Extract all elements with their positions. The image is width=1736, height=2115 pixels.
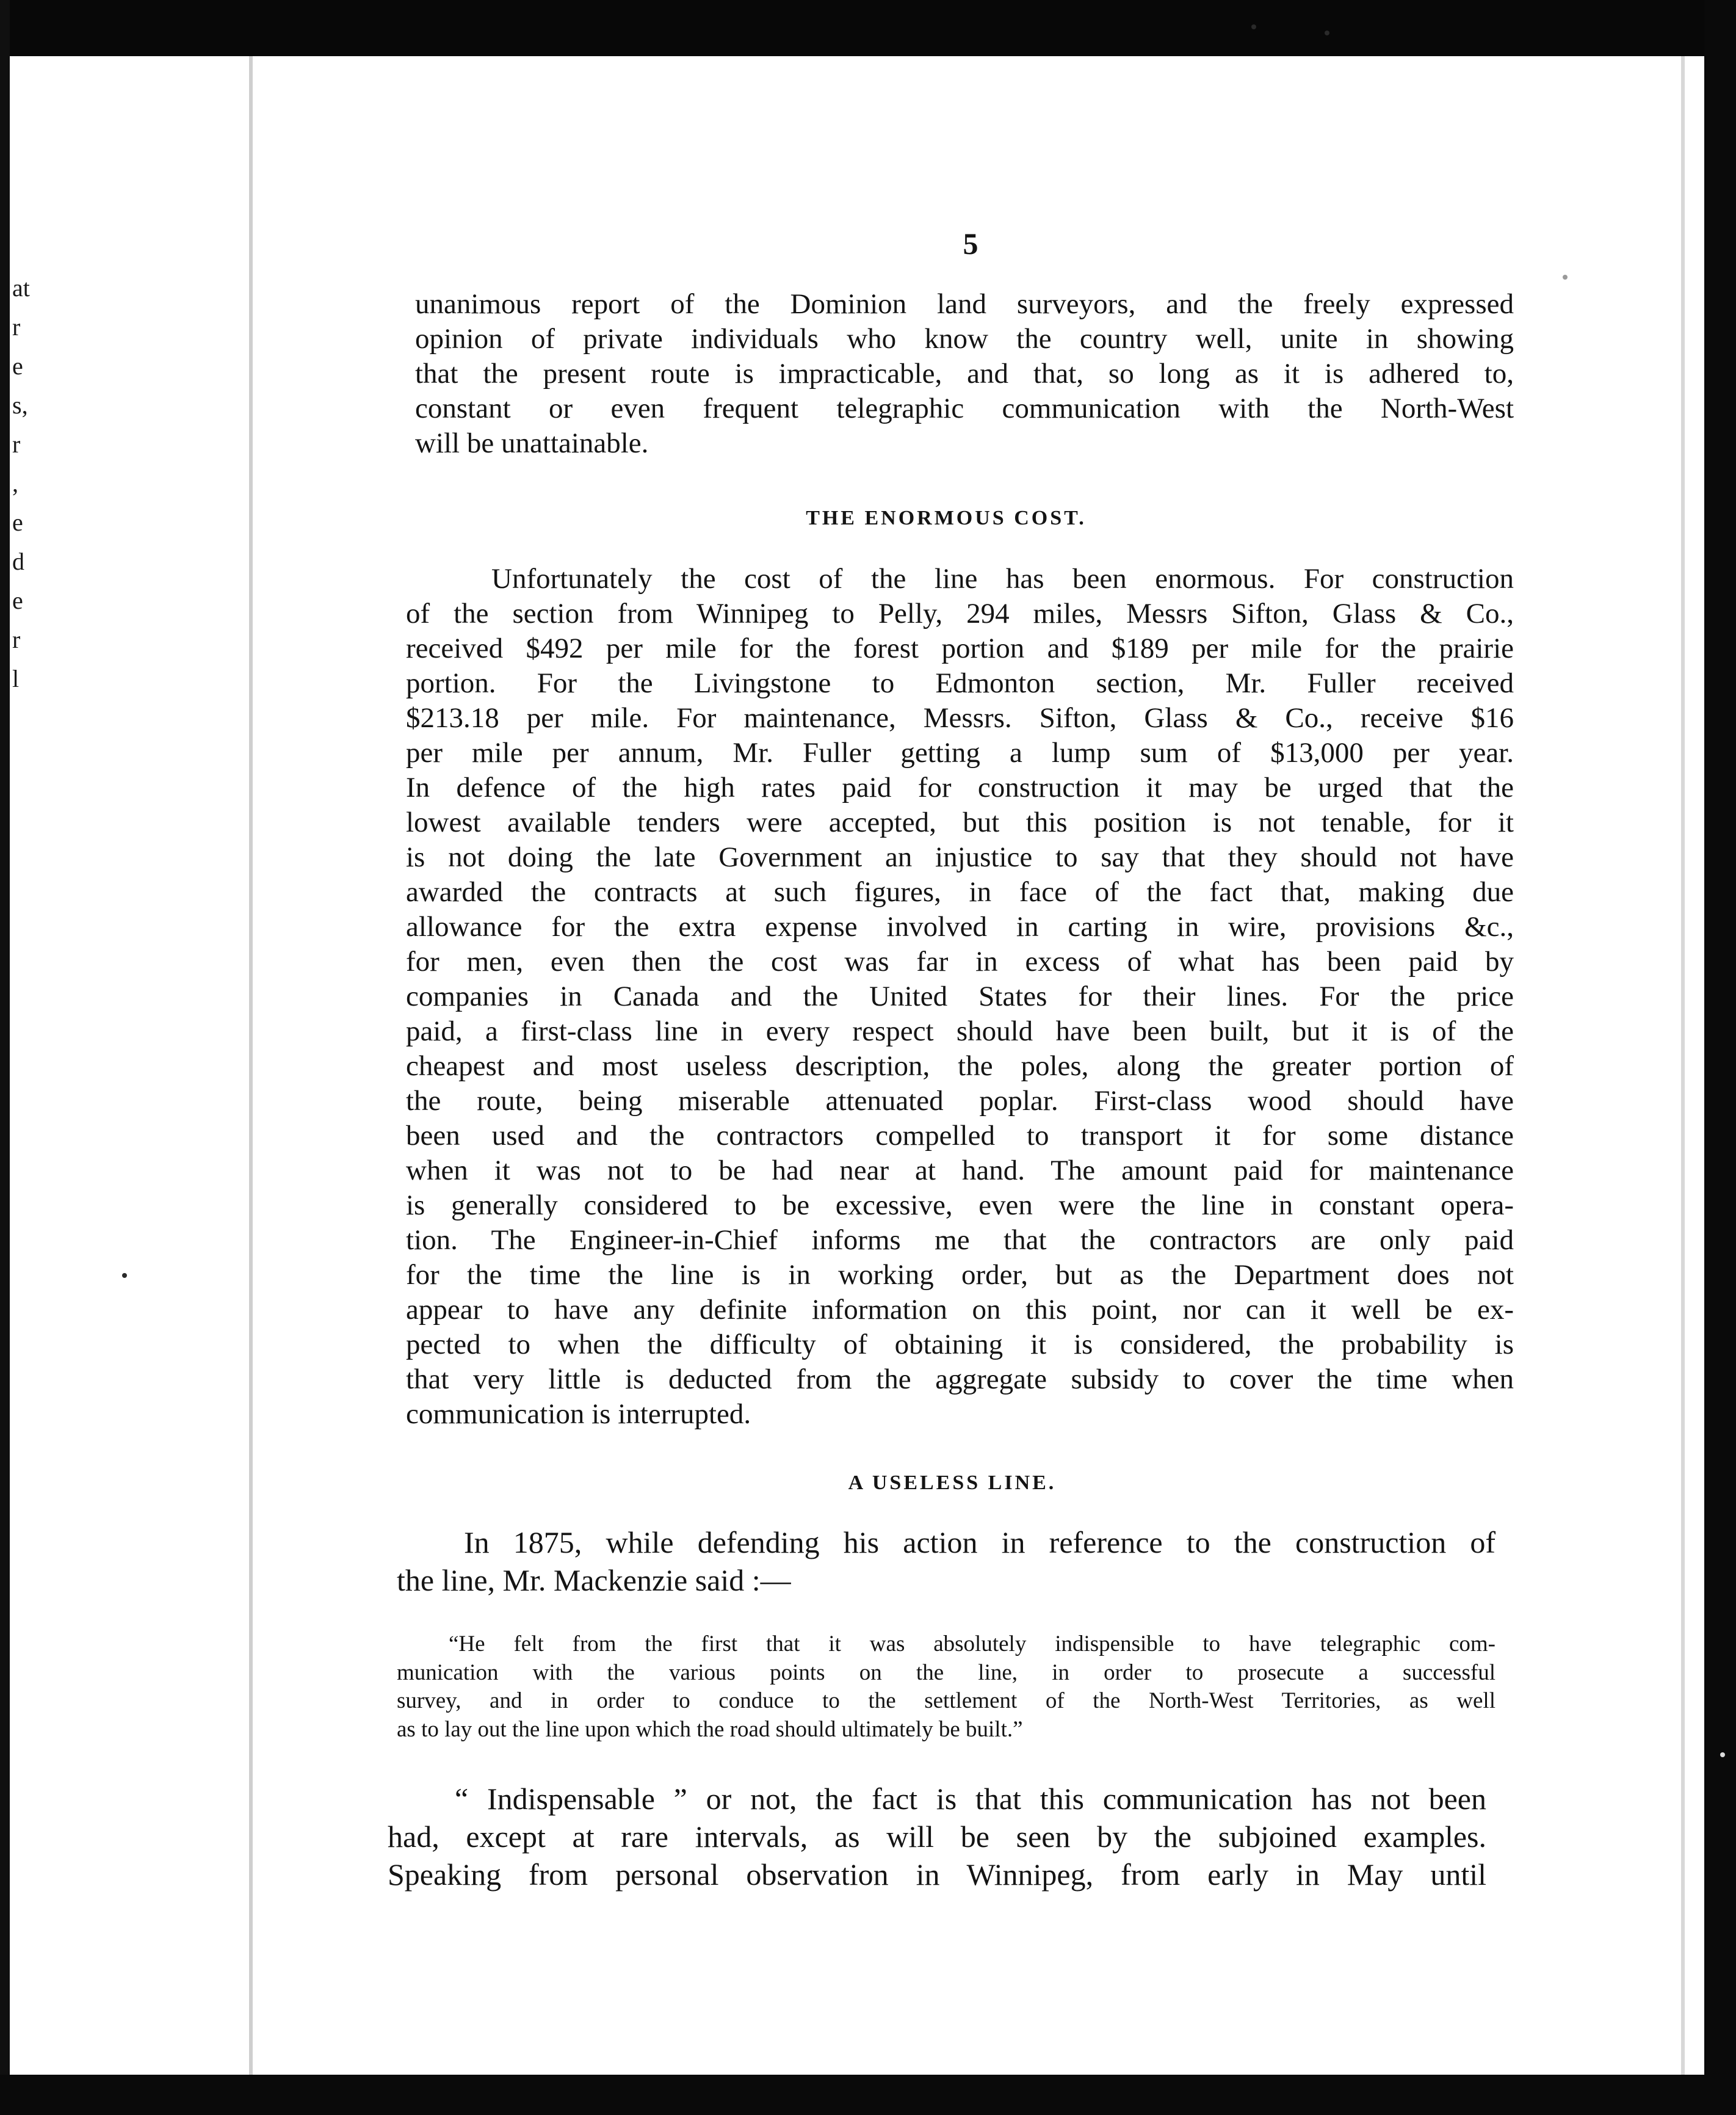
text-line: “ Indispensable ” or not, the fact is that this communication has not been (455, 1782, 1486, 1816)
text-line: is generally considered to be excessive, even were the line in constant opera- (406, 1189, 1514, 1221)
text-line: the line, Mr. Mackenzie said :— (397, 1563, 791, 1597)
text-line: unanimous report of the Dominion land surveyors, and the freely expressed (415, 288, 1514, 320)
text-line: awarded the contracts at such figures, in face of the fact that, making due (406, 876, 1514, 908)
scan-speck (122, 1273, 127, 1278)
text-line: will be unattainable. (415, 427, 649, 459)
margin-fragment: s, (12, 391, 28, 419)
scan-speck (1563, 275, 1568, 280)
scan-border-right (1704, 0, 1736, 2115)
facing-page-edge (10, 56, 249, 2075)
margin-fragment: e (12, 509, 23, 536)
text-line: tion. The Engineer-in-Chief informs me that the contractors are only paid (406, 1224, 1514, 1256)
margin-fragment: r (12, 430, 21, 458)
paragraph-indispensable (388, 1780, 1486, 1893)
margin-fragment: d (12, 548, 24, 575)
text-line: companies in Canada and the United States for their lines. For the price (406, 981, 1514, 1012)
page-edge-shadow (1681, 56, 1685, 2075)
text-line: been used and the contractors compelled to transport it for some distance (406, 1120, 1514, 1152)
margin-fragment: , (12, 470, 18, 497)
text-line: $213.18 per mile. For maintenance, Messrs. Sifton, Glass & Co., receive $16 (406, 702, 1514, 734)
facing-page-margin-fragments (12, 269, 31, 698)
text-line: communication is interrupted. (406, 1398, 751, 1430)
text-line: allowance for the extra expense involved in carting in wire, provisions &c., (406, 911, 1514, 943)
margin-fragment: e (12, 352, 23, 380)
text-line: In defence of the high rates paid for construction it may be urged that the (406, 772, 1514, 804)
block-quotation (397, 1630, 1495, 1744)
section-heading-enormous-cost: THE ENORMOUS COST. (806, 507, 1087, 529)
text-line: is not doing the late Government an injustice to say that they should not have (406, 841, 1514, 873)
quote-line: survey, and in order to conduce to the settlement of the North-West Territories, as well (397, 1688, 1495, 1713)
text-line: of the section from Winnipeg to Pelly, 294 miles, Messrs Sifton, Glass & Co., (406, 598, 1514, 629)
page-number: 5 (963, 227, 978, 261)
text-line: In 1875, while defending his action in reference to the construction of (464, 1525, 1495, 1559)
paragraph-useless-line (397, 1523, 1495, 1599)
text-line: cheapest and most useless description, the poles, along the greater portion of (406, 1050, 1514, 1082)
text-line: for the time the line is in working order, but as the Department does not (406, 1259, 1514, 1291)
margin-fragment: r (12, 313, 21, 341)
scan-border-left (0, 0, 10, 2115)
margin-fragment: e (12, 587, 23, 614)
text-line: Unfortunately the cost of the line has been enormous. For construction (491, 563, 1514, 595)
text-line: opinion of private individuals who know the country well, unite in showing (415, 323, 1514, 355)
scan-speck (1325, 31, 1329, 35)
paragraph-opening (415, 287, 1514, 461)
scan-border-bottom (0, 2075, 1736, 2115)
margin-fragment: at (12, 274, 30, 302)
section-heading-useless-line: A USELESS LINE. (848, 1471, 1057, 1494)
text-line: appear to have any definite information on this point, nor can it well be ex- (406, 1294, 1514, 1326)
text-line: the route, being miserable attenuated poplar. First-class wood should have (406, 1085, 1514, 1117)
margin-fragment: l (12, 665, 20, 692)
text-line: constant or even frequent telegraphic communication with the North-West (415, 393, 1514, 424)
paragraph-enormous-cost (406, 562, 1514, 1432)
text-line: received $492 per mile for the forest portion and $189 per mile for the prairie (406, 633, 1514, 664)
text-line: pected to when the difficulty of obtaining it is considered, the probability is (406, 1329, 1514, 1360)
text-line: when it was not to be had near at hand. The amount paid for maintenance (406, 1155, 1514, 1186)
text-line: lowest available tenders were accepted, but this position is not tenable, for it (406, 807, 1514, 838)
text-line: per mile per annum, Mr. Fuller getting a lump sum of $13,000 per year. (406, 737, 1514, 769)
quote-line: “He felt from the first that it was absolutely indispensible to have telegraphic com- (449, 1631, 1495, 1656)
scan-speck (1251, 24, 1256, 29)
quote-line: as to lay out the line upon which the road should ultimately be built.” (397, 1716, 1023, 1742)
text-line: for men, even then the cost was far in excess of what has been paid by (406, 946, 1514, 978)
text-line: had, except at rare intervals, as will be seen by the subjoined examples. (388, 1819, 1486, 1854)
text-line: that very little is deducted from the aggregate subsidy to cover the time when (406, 1363, 1514, 1395)
text-line: portion. For the Livingstone to Edmonton section, Mr. Fuller received (406, 667, 1514, 699)
text-line: that the present route is impracticable, and that, so long as it is adhered to, (415, 358, 1514, 390)
margin-fragment: r (12, 626, 21, 653)
text-line: Speaking from personal observation in Winnipeg, from early in May until (388, 1857, 1486, 1892)
quote-line: munication with the various points on the line, in order to prosecute a successful (397, 1660, 1495, 1685)
scan-speck (1720, 1752, 1725, 1757)
scan-border-top (0, 0, 1736, 56)
text-line: paid, a first-class line in every respect should have been built, but it is of the (406, 1015, 1514, 1047)
